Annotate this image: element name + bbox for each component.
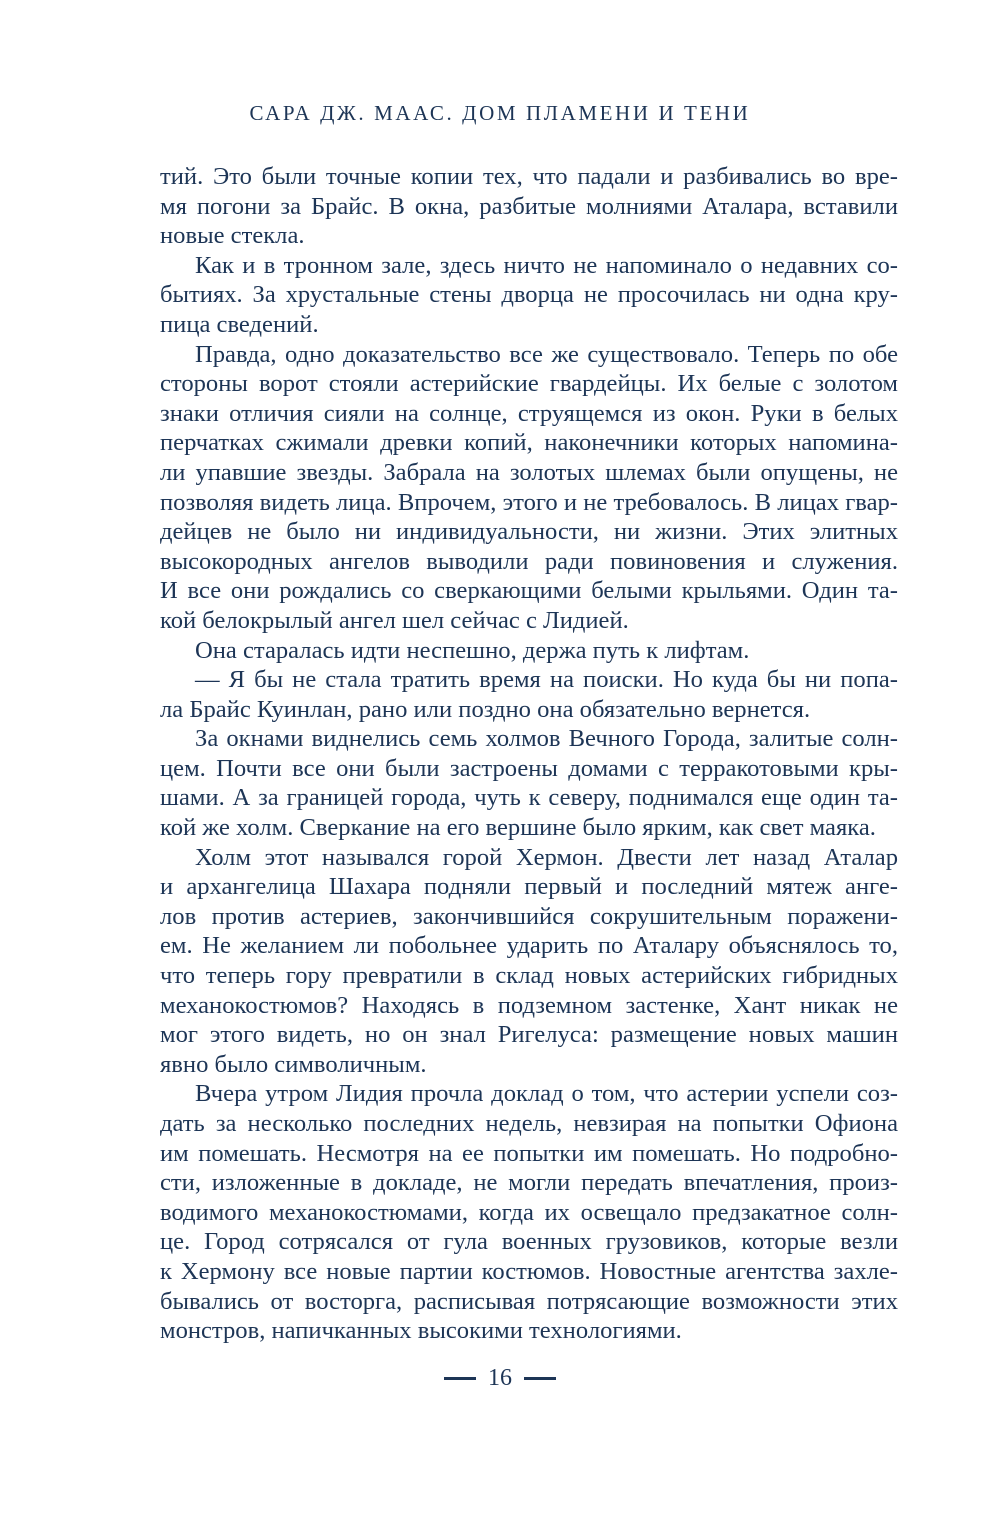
text-line: Холм этот назывался горой Хермон. Двести лет назад Аталар (195, 843, 898, 871)
folio-rule-left (444, 1377, 476, 1380)
text-line: кой белокрылый ангел шел сейчас с Лидией. (160, 606, 629, 634)
text-line: шами. А за границей города, чуть к северу, поднимался еще один та- (160, 784, 898, 812)
running-header: САРА ДЖ. МААС. ДОМ ПЛАМЕНИ И ТЕНИ (249, 101, 751, 125)
text-line: И все они рождались со сверкающими белыми крыльями. Один та- (160, 577, 898, 605)
text-line: им помешать. Несмотря на ее попытки им помешать. Но подробно- (160, 1139, 898, 1167)
text-line: новые стекла. (160, 222, 305, 250)
text-line: дать за несколько последних недель, невзирая на попытки Офиона (160, 1110, 898, 1137)
body-text (160, 162, 898, 1346)
text-line: мог этого видеть, но он знал Ригелуса: размещение новых машин (160, 1021, 898, 1049)
text-line: дейцев не было ни индивидуальности, ни жизни. Этих элитных (160, 518, 898, 546)
page-footer (0, 1365, 1000, 1392)
text-line: цем. Почти все они были застроены домами с терракотовыми кры- (160, 754, 898, 782)
text-line: знаки отличия сияли на солнце, струящемся из окон. Руки в белых (160, 399, 898, 427)
folio-rule-right (524, 1377, 556, 1380)
text-line: Она старалась идти неспешно, держа путь к лифтам. (195, 636, 750, 664)
text-line: высокородных ангелов выводили ради повиновения и служения. (160, 547, 898, 575)
text-line: ли упавшие звезды. Забрала на золотых шлемах были опущены, не (160, 458, 898, 486)
text-line: кой же холм. Сверкание на его вершине было ярким, как свет маяка. (160, 814, 876, 842)
text-line: позволяя видеть лица. Впрочем, этого и не требовалось. В лицах гвар- (160, 488, 898, 516)
text-line: сти, изложенные в докладе, не могли передать впечатления, произ- (160, 1169, 898, 1197)
text-line: За окнами виднелись семь холмов Вечного Города, залитые солн- (195, 725, 898, 753)
text-line: ла Брайс Куинлан, рано или поздно она обязательно вернется. (160, 695, 811, 723)
text-line: — Я бы не стала тратить время на поиски. Но куда бы ни попа- (195, 666, 898, 694)
text-line: бывались от восторга, расписывая потрясающие возможности этих (160, 1287, 898, 1315)
text-line: перчатках сжимали древки копий, наконечники которых напомина- (160, 429, 898, 457)
text-line: и архангелица Шахара подняли первый и последний мятеж анге- (160, 873, 898, 901)
text-line: бытиях. За хрустальные стены дворца не просочилась ни одна кру- (160, 281, 898, 309)
page-number: 16 (488, 1365, 512, 1391)
text-line: тий. Это были точные копии тех, что падали и разбивались во вре- (160, 163, 898, 190)
text-line: что теперь гору превратили в склад новых астерийских гибридных (160, 962, 898, 990)
text-line: мя погони за Брайс. В окна, разбитые молниями Аталара, вставили (160, 192, 898, 220)
text-line: водимого механокостюмами, когда их освещало предзакатное солн- (160, 1198, 898, 1226)
text-line: пица сведений. (160, 310, 319, 338)
text-line: Правда, одно доказательство все же существовало. Теперь по обе (195, 340, 898, 368)
text-line: лов против астериев, закончившийся сокрушительным поражени- (160, 902, 898, 930)
text-line: явно было символичным. (160, 1050, 427, 1078)
text-line: це. Город сотрясался от гула военных грузовиков, которые везли (160, 1228, 898, 1256)
text-line: монстров, напичканных высокими технологиями. (160, 1317, 682, 1345)
text-line: к Хермону все новые партии костюмов. Новостные агентства захле- (160, 1257, 898, 1285)
text-line: Как и в тронном зале, здесь ничто не напоминало о недавних со- (195, 251, 898, 279)
text-line: стороны ворот стояли астерийские гвардейцы. Их белые с золотом (160, 370, 898, 398)
text-line: ем. Не желанием ли побольнее ударить по Аталару объяснялось то, (160, 932, 898, 960)
text-line: Вчера утром Лидия прочла доклад о том, что астерии успели соз- (195, 1080, 898, 1108)
text-line: механокостюмов? Находясь в подземном застенке, Хант никак не (160, 991, 898, 1019)
